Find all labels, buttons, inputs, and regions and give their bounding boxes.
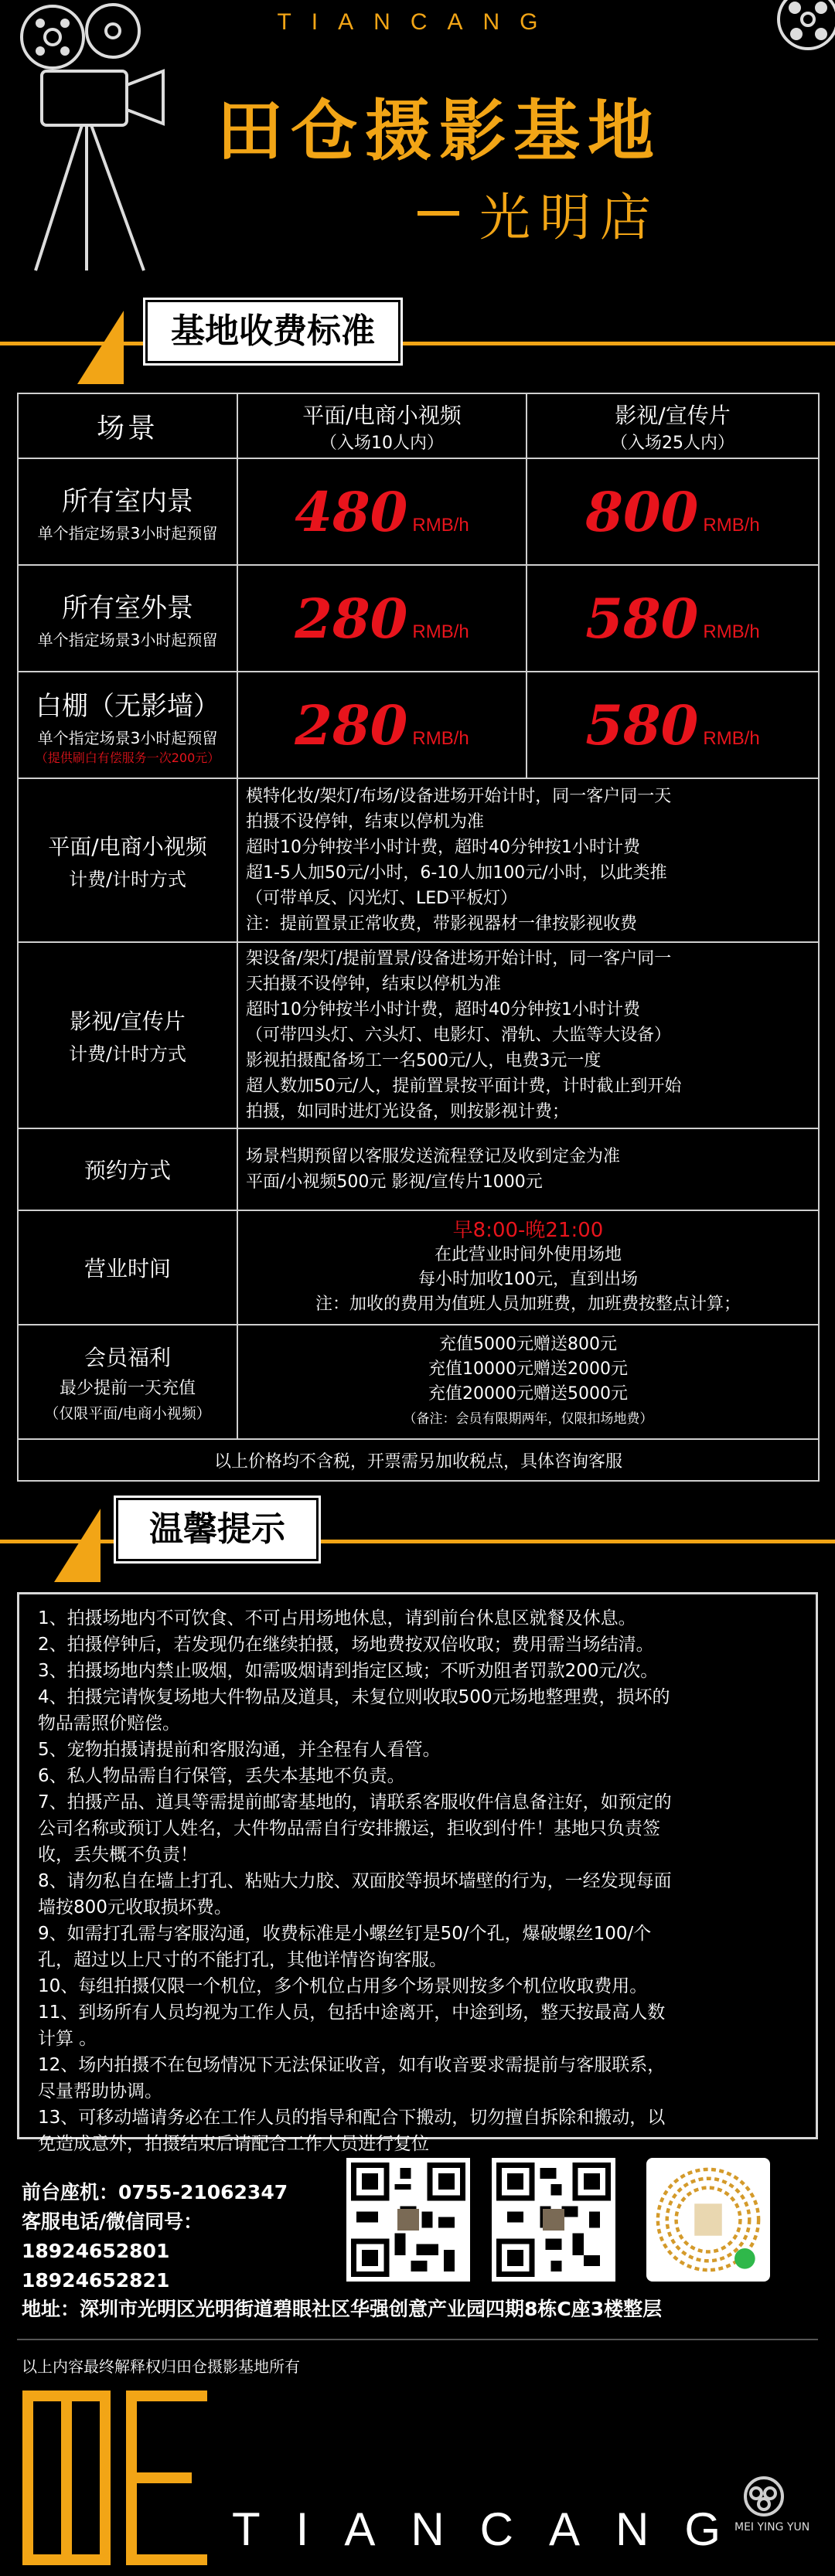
- service-label: 客服电话/微信同号：: [22, 2210, 203, 2233]
- table-row: [18, 565, 819, 672]
- list-item: 9、如需打孔需与客服沟通，收费标准是小螺丝钉是50/个孔，爆破螺丝100/个: [38, 1924, 652, 1944]
- divider: [17, 2339, 818, 2340]
- list-item: 7、拍摄产品、道具等需提前邮寄基地的，请联系客服收件信息备注好，如预定的: [38, 1792, 672, 1812]
- subtitle-text: 光明店: [479, 188, 660, 247]
- list-item: 5、宠物拍摄请提前和客服沟通，并全程有人看管。: [38, 1740, 441, 1760]
- list-item: 2、拍摄停钟后，若发现仍在继续拍摄，场地费按双倍收取；费用需当场结清。: [38, 1635, 654, 1655]
- section-title: 温馨提示: [116, 1498, 319, 1561]
- price-cell: 280 RMB/h: [237, 672, 527, 778]
- footer-note: 以上内容最终解释权归田仓摄影基地所有: [22, 2357, 300, 2376]
- hours-row: [18, 1210, 819, 1325]
- list-item: 4、拍摄完请恢复场地大件物品及道具，未复位则收取500元场地整理费，损坏的: [38, 1687, 670, 1707]
- accent-triangle: [77, 311, 124, 384]
- price-cell: 580 RMB/h: [527, 565, 819, 672]
- accent-triangle: [54, 1509, 101, 1582]
- fee-section-header: [0, 294, 835, 386]
- list-item: 尽量帮助协调。: [38, 2081, 162, 2101]
- qr-code-icon: [346, 2158, 470, 2282]
- list-item: 墙按800元收取损坏费。: [38, 1897, 232, 1918]
- address: 地址：深圳市光明区光明街道碧眼社区华强创意产业园四期8栋C座3楼整层: [22, 2298, 663, 2320]
- col-scene-header: 场景: [18, 393, 237, 458]
- camera-illustration: [5, 0, 175, 278]
- tips-section-header: [0, 1492, 835, 1584]
- list-item: 10、每组拍摄仅限一个机位，多个机位占用多个场景则按多个机位收取费用。: [38, 1976, 648, 1996]
- section-title: 基地收费标准: [145, 300, 400, 363]
- page-title: 田仓摄影基地: [216, 93, 662, 170]
- list-item: 计算 。: [38, 2029, 97, 2049]
- billing-a-text: 模特化妆/架灯/布场/设备进场开始计时，同一客户同一天 拍摄不设停钟，结束以停机为准 超时10分钟按半小时计费，超时40分钟按1小时计费 超1-5人加50元/小时，6-10人加100元/小时，以此类推 （可带单反、闪光灯、LED平板灯） 注：提前置景正常收费，带影视器材一律按影视收费: [237, 778, 819, 942]
- col-b-header: 影视/宣传片 （入场25人内）: [527, 393, 819, 458]
- list-item: 13、可移动墙请务必在工作人员的指导和配合下搬动，切勿擅自拆除和搬动，以: [38, 2108, 666, 2128]
- billing-a-label: 平面/电商小视频 计费/计时方式: [18, 778, 237, 942]
- member-text: 充值5000元赠送800元 充值10000元赠送2000元 充值20000元赠送5000元 （备注：会员有限期两年，仅限扣场地费）: [237, 1325, 819, 1439]
- list-item: 物品需照价赔偿。: [38, 1713, 180, 1734]
- watermark: MEI YING YUN: [734, 2521, 810, 2533]
- list-item: 孔，超过以上尺寸的不能打孔，其他详情咨询客服。: [38, 1950, 447, 1970]
- footnote-row: [18, 1439, 819, 1481]
- list-item: 免造成意外，拍摄结束后请配合工作人员进行复位: [38, 2134, 429, 2154]
- col-a-header: 平面/电商小视频 （入场10人内）: [237, 393, 527, 458]
- phone-2: 18924652821: [22, 2269, 170, 2292]
- billing-row: [18, 942, 819, 1128]
- billing-b-text: 架设备/架灯/提前置景/设备进场开始计时，同一客户同一 天拍摄不设停钟，结束以停机为准 超时10分钟按半小时计费，超时40分钟按1小时计费 （可带四头灯、六头灯、电影灯、滑轨、大监等大设备） 影视拍摄配备场工一名500元/人，电费3元一度 超人数加50元/人，提前置景按平面计费，计时截止到开始 拍摄，如同时进灯光设备，则按影视计费；: [237, 942, 819, 1128]
- fee-table: [17, 393, 820, 1482]
- list-item: 3、拍摄场地内禁止吸烟，如需吸烟请到指定区域；不听劝阻者罚款200元/次。: [38, 1661, 659, 1681]
- list-item: 8、请勿私自在墙上打孔、粘贴大力胶、双面胶等损坏墙壁的行为，一经发现每面: [38, 1871, 672, 1891]
- price-cell: 280 RMB/h: [237, 565, 527, 672]
- list-item: 12、场内拍摄不在包场情况下无法保证收音，如有收音要求需提前与客服联系，: [38, 2055, 666, 2075]
- tips-list: [17, 1592, 818, 2154]
- hours-text: 早8:00-晚21:00 在此营业时间外使用场地 每小时加收100元，直到出场 注：加收的费用为值班人员加班费，加班费按整点计算；: [237, 1210, 819, 1325]
- scene-cell: 所有室外景 单个指定场景3小时起预留: [18, 565, 237, 672]
- list-item: 公司名称或预订人姓名，大件物品需自行安排搬运，拒收到付件！基地只负责签: [38, 1819, 660, 1839]
- booking-label: 预约方式: [18, 1128, 237, 1210]
- booking-row: [18, 1128, 819, 1210]
- contact-info: [22, 2178, 288, 2295]
- table-header-row: [18, 393, 819, 458]
- billing-b-label: 影视/宣传片 计费/计时方式: [18, 942, 237, 1128]
- phone-1: 18924652801: [22, 2240, 170, 2262]
- table-row: [18, 672, 819, 778]
- divider: [0, 342, 835, 345]
- front-desk-phone: 前台座机：0755-21062347: [22, 2181, 288, 2203]
- price-cell: 800 RMB/h: [527, 458, 819, 565]
- list-item: 1、拍摄场地内不可饮食、不可占用场地休息，请到前台休息区就餐及休息。: [38, 1608, 636, 1628]
- booking-text: 场景档期预留以客服发送流程登记及收到定金为准 平面/小视频500元 影视/宣传片1000元: [237, 1128, 819, 1210]
- watermark-icon: [741, 2473, 787, 2520]
- brand-top: TIANCANG: [277, 9, 558, 35]
- page-subtitle: [418, 176, 660, 250]
- scene-cell: 白棚（无影墙） 单个指定场景3小时起预留 （提供刷白有偿服务一次200元）: [18, 672, 237, 778]
- scene-cell: 所有室内景 单个指定场景3小时起预留: [18, 458, 237, 565]
- list-item: 6、私人物品需自行保管，丢失本基地不负责。: [38, 1766, 405, 1786]
- list-item: 收，丢失概不负责！: [38, 1845, 198, 1865]
- list-item: 11、到场所有人员均视为工作人员，包括中途离开，中途到场，整天按最高人数: [38, 2003, 666, 2023]
- brand-logo: [22, 2388, 215, 2566]
- billing-row: [18, 778, 819, 942]
- brand-bottom: TIANCANG: [232, 2503, 757, 2555]
- member-label: 会员福利 最少提前一天充值 （仅限平面/电商小视频）: [18, 1325, 237, 1439]
- table-row: [18, 458, 819, 565]
- mini-program-code-icon: [646, 2158, 770, 2282]
- qr-code-icon: [492, 2158, 615, 2282]
- hours-label: 营业时间: [18, 1210, 237, 1325]
- table-footnote: 以上价格均不含税，开票需另加收税点，具体咨询客服: [18, 1439, 819, 1481]
- member-row: [18, 1325, 819, 1439]
- price-cell: 580 RMB/h: [527, 672, 819, 778]
- dash-icon: [418, 211, 459, 216]
- price-cell: 480 RMB/h: [237, 458, 527, 565]
